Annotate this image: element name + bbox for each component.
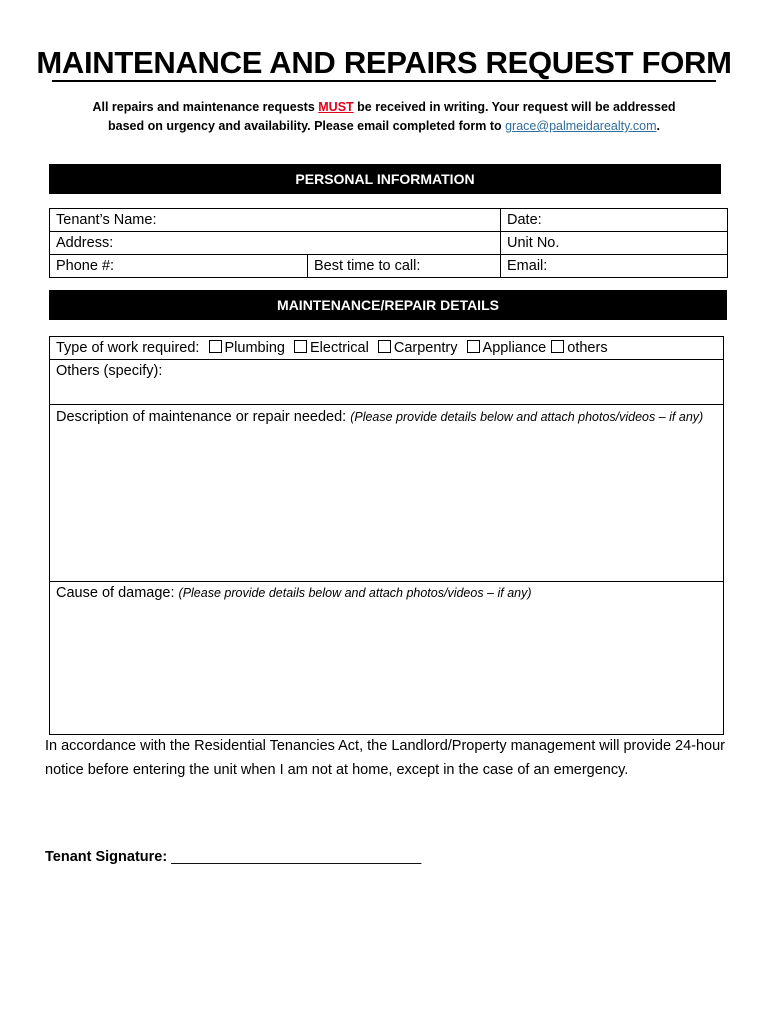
tenant-name-field[interactable]: Tenant’s Name:	[50, 209, 501, 232]
checkbox-plumbing[interactable]: Plumbing	[204, 340, 285, 356]
intro-part2: be received in writing. Your request will be addressed	[353, 100, 676, 114]
intro-must: MUST	[318, 100, 354, 114]
address-field[interactable]: Address:	[50, 232, 501, 255]
intro-part3: based on urgency and availability. Please email completed form to	[107, 119, 506, 133]
work-type-label: Type of work required:	[56, 340, 200, 356]
checkbox-icon	[294, 340, 307, 353]
checkbox-electrical[interactable]: Electrical	[289, 340, 369, 356]
repair-details-header: MAINTENANCE/REPAIR DETAILS	[49, 290, 727, 320]
description-label: Description of maintenance or repair needed:	[56, 409, 347, 425]
signature-label: Tenant Signature:	[45, 849, 168, 865]
unit-field[interactable]: Unit No.	[501, 232, 728, 255]
checkbox-icon	[209, 340, 222, 353]
description-field[interactable]	[50, 405, 724, 582]
form-title: MAINTENANCE AND REPAIRS REQUEST FORM	[36, 45, 732, 80]
description-hint: (Please provide details below and attach photos/videos – if any)	[350, 410, 704, 424]
signature-line[interactable]: _______________________________	[171, 849, 422, 865]
cause-hint: (Please provide details below and attach photos/videos – if any)	[178, 586, 532, 600]
email-field[interactable]: Email:	[501, 255, 728, 278]
repair-details-table	[49, 336, 724, 735]
intro-text	[60, 98, 708, 136]
work-type-row	[50, 337, 724, 360]
personal-info-table	[49, 208, 728, 278]
best-time-field[interactable]: Best time to call:	[308, 255, 501, 278]
checkbox-appliance[interactable]: Appliance	[462, 340, 547, 356]
cause-label: Cause of damage:	[56, 585, 175, 601]
notice-text: In accordance with the Residential Tenancies Act, the Landlord/Property management will provide 24-hour notice before entering the unit when I am not at home, except in the case of an emergency.	[45, 738, 726, 778]
checkbox-icon	[551, 340, 564, 353]
personal-info-header: PERSONAL INFORMATION	[49, 164, 721, 194]
signature-row	[45, 846, 421, 868]
date-field[interactable]: Date:	[501, 209, 728, 232]
checkbox-icon	[378, 340, 391, 353]
others-specify-field[interactable]: Others (specify):	[50, 360, 724, 405]
intro-end: .	[656, 119, 661, 133]
checkbox-carpentry[interactable]: Carpentry	[373, 340, 458, 356]
cause-field[interactable]	[50, 582, 724, 735]
title-underline	[52, 80, 716, 82]
phone-field[interactable]: Phone #:	[50, 255, 308, 278]
email-link[interactable]: grace@palmeidarealty.com	[505, 119, 657, 133]
checkbox-others[interactable]: others	[550, 340, 607, 356]
checkbox-icon	[467, 340, 480, 353]
intro-part1: All repairs and maintenance requests	[92, 100, 319, 114]
